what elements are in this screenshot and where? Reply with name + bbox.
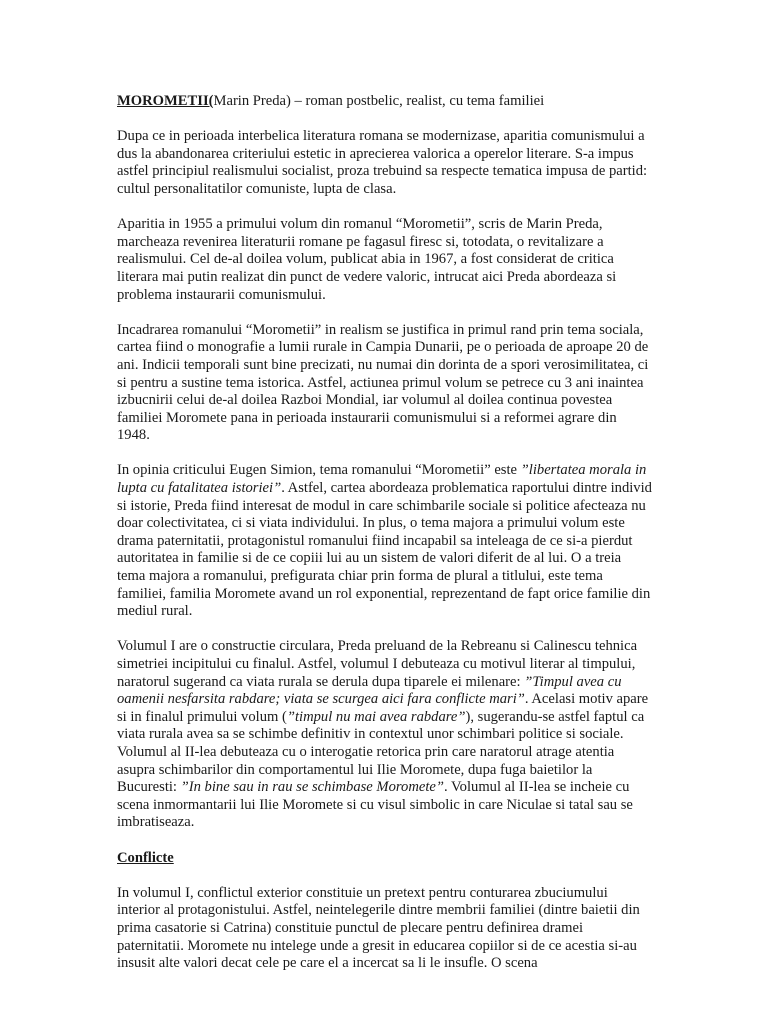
- paragraph-4-text-a: In opinia criticului Eugen Simion, tema romanului “Morometii” este: [117, 462, 521, 479]
- paragraph-3: Incadrarea romanului “Morometii” in realism se justifica in primul rand prin tema sociala, cartea fiind o monografie a lumii rurale in Campia Dunarii, pe o perioada de aproape 20 de ani. Indicii temporali sunt bine precizati, nu numai din dorinta de a spori verosimilitatea, ci si pentru a sustine tema istorica. Astfel, actiunea primul volum se petrece cu 3 ani inaintea izbucnirii celui de-al doilea Razboi Mondial, iar volumul al doilea continua povestea familiei Moromete pana in perioada instaurarii comunismului si a reformei agrare din 1948.: [117, 321, 649, 444]
- title-rest: Marin Preda) – roman postbelic, realist, cu tema familiei: [213, 93, 545, 109]
- document-body: [117, 93, 653, 990]
- paragraph-6: In volumul I, conflictul exterior constituie un pretext pentru conturarea zbuciumului interior al protagonistului. Astfel, neintelegerile dintre membrii familiei (dintre baietii din prima casatorie si Catrina) constituie punctul de plecare pentru definirea dramei paternitatii. Moromete nu intelege unde a gresit in educarea copiilor si de ce acestia si-au insusit alte valori decat cele pe care el a incercat sa li le insufle. O scena: [117, 884, 640, 972]
- paragraph-4: [117, 462, 653, 620]
- paragraph-5-quote-2: ”timpul nu mai avea rabdare”: [286, 708, 466, 725]
- paragraph-5-quote-3: ”In bine sau in rau se schimbase Moromete”: [180, 779, 444, 796]
- paragraph-5-text-a: Volumul I are o constructie circulara, Preda preluand de la Rebreanu si Calinescu tehnica simetriei incipitului cu finalul. Astfel, volumul I debuteaza cu motivul literar al timpului, naratorul sugerand ca viata rurala se derula dupa tiparele ei milenare:: [117, 638, 638, 690]
- paragraph-2: Aparitia in 1955 a primului volum din romanul “Morometii”, scris de Marin Preda, marcheaza revenirea literaturii romane pe fagasul firesc si, totodata, o revitalizare a realismului. Cel de-al doilea volum, publicat abia in 1967, a fost considerat de critica literara mai putin realizat din punct de vedere valoric, intrucat aici Preda abordeaza si problema instaurarii comunismului.: [117, 216, 617, 303]
- paragraph-5-quote-1: ”Timpul avea cu oamenii nesfarsita rabdare; viata se scurgea aici fara conflicte mari”: [117, 673, 622, 708]
- paragraph-5-text-c: ), sugerandu-se astfel faptul ca viata rurala avea sa se schimbe definitiv in contextul unor schimbari politice si sociale. Volumul al II-lea debuteaza cu o interogatie retorica prin care naratorul atrage atentia asupra schimbarilor din comportamentul lui Ilie Moromete, dupa fuga baietilor la Bucuresti:: [117, 708, 645, 796]
- paragraph-4-text-b: . Astfel, cartea abordeaza problematica raportului dintre individ si istorie, Preda fiind interesat de modul in care schimbarile sociale si politice afecteaza nu doar colectivitatea, ci si viata individului. In plus, o tema majora a primului volum este drama paternitatii, protagonistul romanului fiind incapabil sa inteleaga de ce si-a pierdut autoritatea in familie si de ce copiii lui au un sistem de valori diferit de al lui. O a treia tema majora a romanului, prefigurata chiar prin forma de plural a titlului, este tema familiei, familia Moromete avand un rol exponential, reprezentand de fapt orice familie din mediul rural.: [117, 480, 652, 620]
- paragraph-1: Dupa ce in perioada interbelica literatura romana se modernizase, aparitia comunismului a dus la abandonarea criteriului estetic in aprecierea valorica a operelor literare. S-a impus astfel principiul realismului socialist, proza trebuind sa respecte tematica impusa de partid: cultul personalitatilor comuniste, lupta de clasa.: [117, 128, 648, 197]
- section-heading-conflicte: Conflicte: [117, 849, 174, 866]
- paragraph-5-text-d: . Volumul al II-lea se incheie cu scena inmormantarii lui Ilie Moromete si cu visul simbolic in care Niculae si tatal sau se imbratiseaza.: [117, 779, 633, 831]
- paragraph-5-text-b: . Acelasi motiv apare si in finalul primului volum (: [117, 691, 649, 725]
- title-main: MOROMETII(: [117, 93, 214, 109]
- document-title: [117, 93, 653, 111]
- paragraph-5: [117, 638, 653, 832]
- paragraph-4-quote: ”libertatea morala in lupta cu fatalitatea istoriei”: [117, 462, 647, 497]
